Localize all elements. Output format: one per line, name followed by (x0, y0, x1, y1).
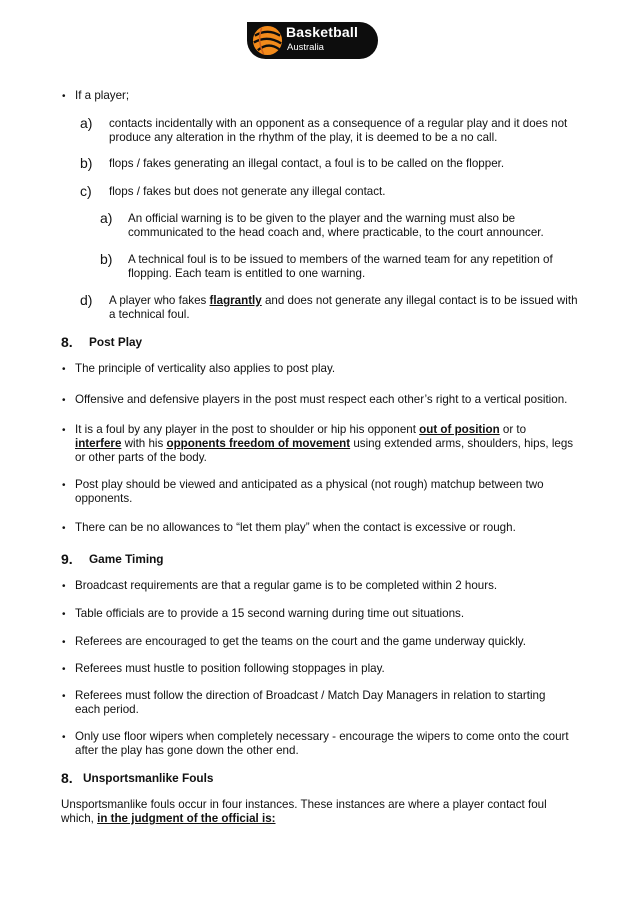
bullet-text: Offensive and defensive players in the post must respect each other’s right to a vertical position. (75, 393, 568, 406)
bullet-icon: • (62, 425, 66, 436)
section-title: Post Play (89, 335, 143, 349)
list-item-text: flops / fakes generating an illegal contact, a foul is to be called on the flopper. (109, 157, 505, 170)
list-marker: b) (80, 155, 93, 171)
basketball-icon (251, 24, 284, 57)
bullet-icon: • (62, 364, 66, 375)
bullet-text: Referees must hustle to position following stoppages in play. (75, 662, 385, 675)
section-number: 8. (61, 770, 73, 786)
list-marker: d) (80, 292, 93, 308)
bullet-text: Broadcast requirements are that a regular game is to be completed within 2 hours. (75, 579, 498, 592)
emphasis-text: flagrantly (209, 294, 262, 307)
list-marker: b) (100, 251, 113, 267)
list-marker: c) (80, 183, 92, 199)
list-item-text: contacts incidentally with an opponent as a consequence of a regular play and it does not produce any alteration in the rhythm of the play, it is deemed to be a no call. (109, 117, 568, 144)
logo-line-2: Australia (287, 42, 324, 53)
bullet-icon: • (62, 395, 66, 406)
bullet-icon: • (62, 91, 66, 102)
bullet-icon: • (62, 664, 66, 675)
list-item-text: An official warning is to be given to the player and the warning must also be communicated to the head coach and, where practicable, to the court announcer. (128, 212, 544, 239)
bullet-text: The principle of verticality also applies to post play. (75, 362, 336, 375)
list-marker: a) (100, 210, 113, 226)
section-title: Game Timing (89, 552, 164, 566)
emphasis-text: in the judgment of the official is: (97, 812, 276, 825)
paragraph-unsportsmanlike: Unsportsmanlike fouls occur in four instances. These instances are where a player contact foul which, in the judgment of the official is: (61, 798, 547, 825)
section-title: Unsportsmanlike Fouls (83, 771, 214, 785)
section-number: 9. (61, 551, 73, 567)
bullet-text: Only use floor wipers when completely necessary - encourage the wipers to come onto the court after the play has gone down the other end. (75, 730, 569, 757)
bullet-icon: • (62, 609, 66, 620)
list-item-text: A technical foul is to be issued to members of the warned team for any repetition of flopping. Each team is entitled to one warning. (128, 253, 553, 280)
bullet-text: It is a foul by any player in the post to shoulder or hip his opponent out of position or to interfere with his opponents freedom of movement using extended arms, shoulders, hips, legs or other parts of the body. (75, 423, 574, 464)
bullet-icon: • (62, 581, 66, 592)
bullet-text: There can be no allowances to “let them play” when the contact is excessive or rough. (75, 521, 516, 534)
basketball-australia-logo (247, 22, 378, 59)
bullet-icon: • (62, 732, 66, 743)
emphasis-text: out of position (419, 423, 500, 436)
section-number: 8. (61, 334, 73, 350)
bullet-text: Post play should be viewed and anticipated as a physical (not rough) matchup between two opponents. (75, 478, 544, 505)
list-item-text: flops / fakes but does not generate any illegal contact. (109, 185, 386, 198)
emphasis-text: interfere (75, 437, 122, 450)
list-marker: a) (80, 115, 93, 131)
bullet-text: Table officials are to provide a 15 second warning during time out situations. (75, 607, 465, 620)
bullet-text: Referees are encouraged to get the teams on the court and the game underway quickly. (75, 635, 526, 648)
bullet-text: Referees must follow the direction of Broadcast / Match Day Managers in relation to starting each period. (75, 689, 546, 716)
list-item-text: A player who fakes flagrantly and does not generate any illegal contact is to be issued with a technical foul. (109, 294, 578, 321)
logo-line-1: Basketball (286, 24, 359, 40)
bullet-icon: • (62, 480, 66, 491)
bullet-icon: • (62, 637, 66, 648)
bullet-icon: • (62, 691, 66, 702)
emphasis-text: opponents freedom of movement (166, 437, 351, 450)
paragraph-if-a-player: If a player; (75, 89, 130, 102)
bullet-icon: • (62, 523, 66, 534)
